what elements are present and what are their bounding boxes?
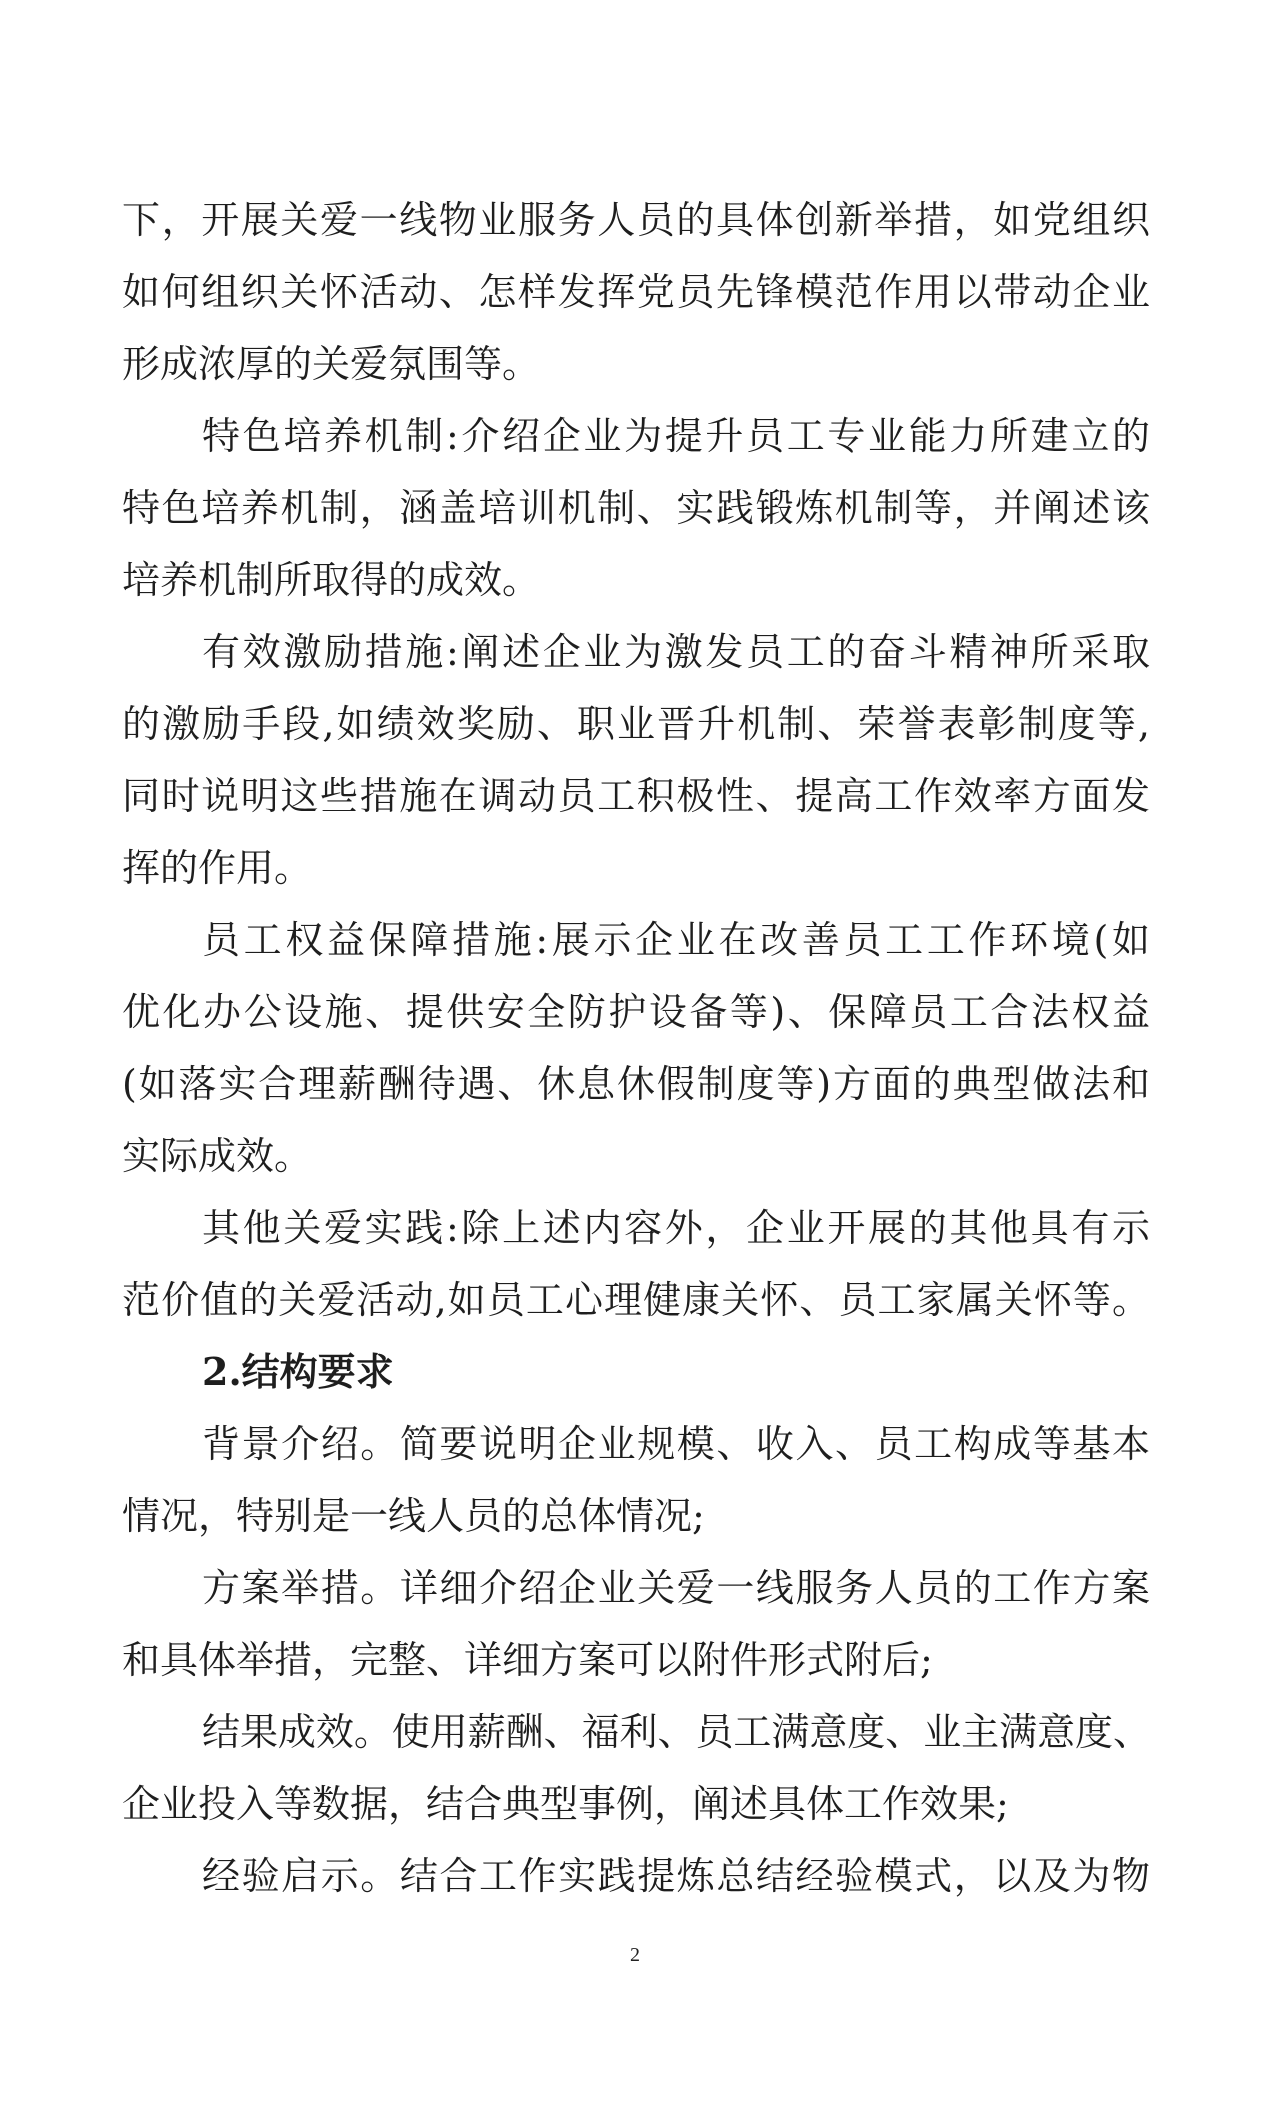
text-line: 特色培养机制，涵盖培训机制、实践锻炼机制等，并阐述该 — [122, 486, 1150, 530]
paragraph-background — [122, 1408, 1150, 1552]
text-line: 情况，特别是一线人员的总体情况; — [122, 1494, 705, 1538]
text-line: 其他关爱实践:除上述内容外，企业开展的其他具有示 — [202, 1206, 1150, 1250]
text-line: 同时说明这些措施在调动员工积极性、提高工作效率方面发 — [122, 774, 1150, 818]
text-line: 背景介绍。简要说明企业规模、收入、员工构成等基本 — [202, 1422, 1150, 1466]
text-line: 形成浓厚的关爱氛围等。 — [122, 342, 541, 386]
text-line: 挥的作用。 — [122, 846, 313, 890]
paragraph-training-mechanism — [122, 400, 1150, 616]
text-line: (如落实合理薪酬待遇、休息休假制度等)方面的典型做法和 — [122, 1062, 1150, 1106]
text-line: 结果成效。使用薪酬、福利、员工满意度、业主满意度、 — [202, 1710, 1150, 1754]
text-line: 如何组织关怀活动、怎样发挥党员先锋模范作用以带动企业 — [122, 270, 1150, 314]
section-heading: 2.结构要求 — [202, 1349, 394, 1394]
paragraph-rights-protection — [122, 904, 1150, 1192]
paragraph-measures — [122, 1552, 1150, 1696]
paragraph-experience — [122, 1840, 1150, 1912]
text-line: 范价值的关爱活动,如员工心理健康关怀、员工家属关怀等。 — [122, 1278, 1150, 1322]
text-line: 企业投入等数据，结合典型事例，阐述具体工作效果; — [122, 1782, 1009, 1826]
text-line: 和具体举措，完整、详细方案可以附件形式附后; — [122, 1638, 933, 1682]
text-line: 实际成效。 — [122, 1134, 313, 1178]
text-line: 的激励手段,如绩效奖励、职业晋升机制、荣誉表彰制度等, — [122, 702, 1150, 746]
text-line: 员工权益保障措施:展示企业在改善员工工作环境(如 — [202, 918, 1150, 962]
paragraph-other-care-practices — [122, 1192, 1150, 1336]
text-line: 经验启示。结合工作实践提炼总结经验模式，以及为物 — [202, 1854, 1150, 1898]
text-line: 下，开展关爱一线物业服务人员的具体创新举措，如党组织 — [122, 198, 1150, 242]
page-number: 2 — [630, 1944, 640, 1966]
text-line: 培养机制所取得的成效。 — [122, 558, 541, 602]
text-line: 有效激励措施:阐述企业为激发员工的奋斗精神所采取 — [202, 630, 1150, 674]
paragraph-continuation — [122, 184, 1150, 400]
text-line: 特色培养机制:介绍企业为提升员工专业能力所建立的 — [202, 414, 1150, 458]
body-text — [122, 184, 1150, 1912]
text-line: 方案举措。详细介绍企业关爱一线服务人员的工作方案 — [202, 1566, 1150, 1610]
paragraph-incentive-measures — [122, 616, 1150, 904]
text-line: 优化办公设施、提供安全防护设备等)、保障员工合法权益 — [122, 990, 1150, 1034]
paragraph-results — [122, 1696, 1150, 1840]
